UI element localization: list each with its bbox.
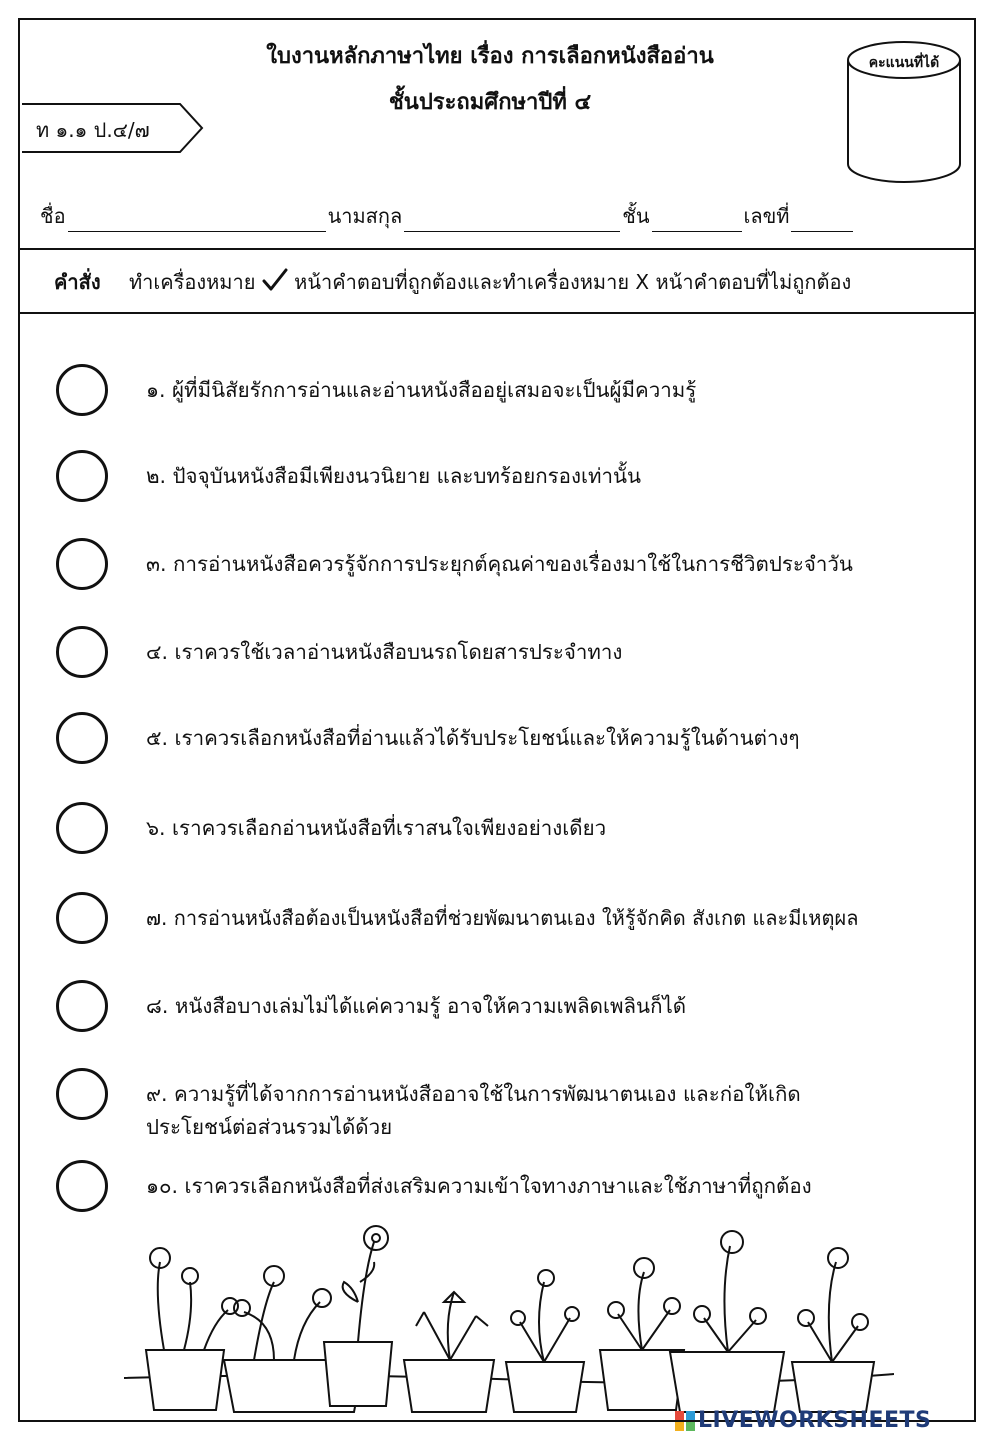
divider-top — [18, 248, 976, 250]
question-text-9: ๙. ความรู้ที่ได้จากการอ่านหนังสืออาจใช้ในการพัฒนาตนเอง และก่อให้เกิด ประโยชน์ต่อส่วนรวมได้ด้วย — [146, 1082, 801, 1139]
answer-circle-2[interactable] — [56, 450, 108, 502]
instruction-label: คำสั่ง — [54, 270, 101, 294]
indicator-code: ท ๑.๑ ป.๔/๗ — [36, 118, 150, 142]
question-text-10: ๑๐. เราควรเลือกหนังสือที่ส่งเสริมความเข้าใจทางภาษาและใช้ภาษาที่ถูกต้อง — [146, 1174, 812, 1198]
liveworksheets-logo-icon — [674, 1410, 696, 1432]
question-text-5: ๕. เราควรเลือกหนังสือที่อ่านแล้วได้รับประโยชน์และให้ความรู้ในด้านต่างๆ — [146, 726, 800, 750]
question-2 — [56, 450, 976, 502]
instruction-text-middle: หน้าคำตอบที่ถูกต้องและทำเครื่องหมาย — [294, 270, 630, 294]
number-label: เลขที่ — [743, 204, 790, 228]
grade-level: ชั้นประถมศึกษาปีที่ ๔ — [388, 90, 592, 115]
answer-circle-1[interactable] — [56, 364, 108, 416]
question-4 — [56, 626, 976, 678]
question-text-4: ๔. เราควรใช้เวลาอ่านหนังสือบนรถโดยสารประจำทาง — [146, 640, 623, 664]
x-mark: X — [635, 270, 650, 294]
answer-circle-10[interactable] — [56, 1160, 108, 1212]
divider-bottom — [18, 312, 976, 314]
class-label: ชั้น — [622, 204, 650, 228]
question-text-7: ๗. การอ่านหนังสือต้องเป็นหนังสือที่ช่วยพัฒนาตนเอง ให้รู้จักคิด สังเกต และมีเหตุผล — [146, 906, 859, 930]
question-8 — [56, 980, 976, 1032]
flower-pots-illustration — [124, 1222, 894, 1418]
class-field[interactable] — [652, 207, 742, 232]
liveworksheets-brand: LIVEWORKSHEETS — [698, 1408, 932, 1433]
answer-circle-6[interactable] — [56, 802, 108, 854]
answer-circle-5[interactable] — [56, 712, 108, 764]
number-field[interactable] — [791, 207, 853, 232]
answer-circle-3[interactable] — [56, 538, 108, 590]
instruction-text-before: ทำเครื่องหมาย — [128, 270, 256, 294]
question-6 — [56, 802, 976, 854]
instruction-row — [54, 266, 974, 298]
question-9 — [56, 1068, 976, 1144]
question-10 — [56, 1160, 976, 1212]
question-text-6: ๖. เราควรเลือกอ่านหนังสือที่เราสนใจเพียงอย่างเดียว — [146, 816, 607, 840]
name-label: ชื่อ — [40, 204, 66, 228]
answer-circle-8[interactable] — [56, 980, 108, 1032]
answer-circle-9[interactable] — [56, 1068, 108, 1120]
question-7 — [56, 892, 976, 944]
check-mark-icon — [262, 268, 288, 292]
answer-circle-7[interactable] — [56, 892, 108, 944]
surname-field[interactable] — [404, 207, 620, 232]
answer-circle-4[interactable] — [56, 626, 108, 678]
score-label: คะแนนที่ได้ — [868, 55, 940, 71]
name-field[interactable] — [68, 207, 326, 232]
question-text-2: ๒. ปัจจุบันหนังสือมีเพียงนวนิยาย และบทร้อยกรองเท่านั้น — [146, 464, 642, 488]
student-info-row — [40, 196, 940, 232]
question-3 — [56, 538, 976, 590]
question-1 — [56, 364, 976, 416]
question-5 — [56, 712, 976, 764]
question-text-1: ๑. ผู้ที่มีนิสัยรักการอ่านและอ่านหนังสืออยู่เสมอจะเป็นผู้มีความรู้ — [146, 378, 697, 402]
instruction-text-after: หน้าคำตอบที่ไม่ถูกต้อง — [655, 270, 852, 294]
question-text-3: ๓. การอ่านหนังสือควรรู้จักการประยุกต์คุณค่าของเรื่องมาใช้ในการชีวิตประจำวัน — [146, 552, 853, 576]
worksheet-title: ใบงานหลักภาษาไทย เรื่อง การเลือกหนังสืออ่าน — [266, 44, 714, 69]
surname-label: นามสกุล — [327, 204, 403, 228]
question-text-8: ๘. หนังสือบางเล่มไม่ได้แค่ความรู้ อาจให้ความเพลิดเพลินก็ได้ — [146, 994, 687, 1018]
